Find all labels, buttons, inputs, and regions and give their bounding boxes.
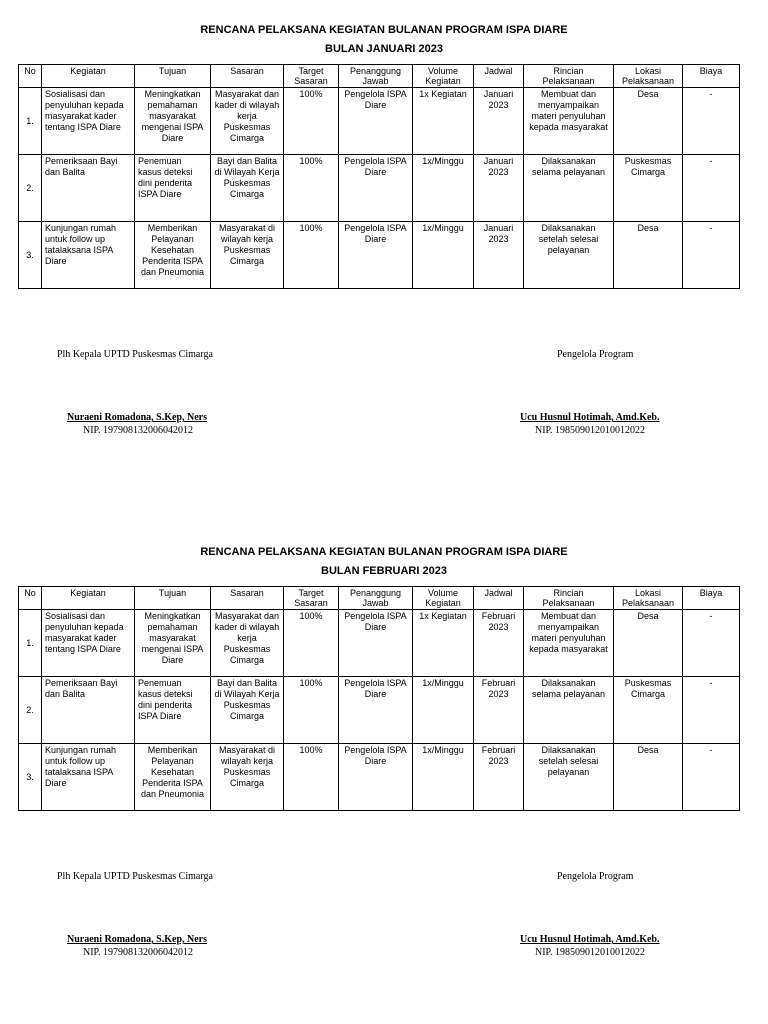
cell-biaya: - (683, 88, 740, 155)
column-header: Kegiatan (42, 65, 135, 88)
cell-biaya: - (683, 222, 740, 289)
column-header: Volume Kegiatan (413, 587, 474, 610)
cell-no: 1. (19, 88, 42, 155)
cell-penanggung-jawab: Pengelola ISPA Diare (339, 222, 413, 289)
table-row (19, 155, 740, 222)
cell-target: 100% (284, 744, 339, 811)
cell-jadwal: Februari 2023 (474, 677, 524, 744)
cell-penanggung-jawab: Pengelola ISPA Diare (339, 610, 413, 677)
cell-tujuan: Memberikan Pelayanan Kesehatan Penderita ISPA dan Pneumonia (135, 744, 211, 811)
cell-target: 100% (284, 677, 339, 744)
cell-volume: 1x/Minggu (413, 222, 474, 289)
cell-no: 1. (19, 610, 42, 677)
cell-tujuan: Meningkatkan pemahaman masyarakat mengenai ISPA Diare (135, 610, 211, 677)
column-header: Biaya (683, 587, 740, 610)
cell-target: 100% (284, 222, 339, 289)
table-header-row (19, 65, 740, 88)
column-header: Kegiatan (42, 587, 135, 610)
cell-kegiatan: Sosialisasi dan penyuluhan kepada masyarakat kader tentang ISPA Diare (42, 88, 135, 155)
cell-sasaran: Masyarakat dan kader di wilayah kerja Puskesmas Cimarga (211, 88, 284, 155)
column-header: Target Sasaran (284, 587, 339, 610)
column-header: Jadwal (474, 65, 524, 88)
cell-kegiatan: Sosialisasi dan penyuluhan kepada masyarakat kader tentang ISPA Diare (42, 610, 135, 677)
signature-left-name: Nuraeni Romadona, S.Kep, Ners (67, 934, 208, 945)
cell-tujuan: Penemuan kasus deteksi dini penderita ISPA Diare (135, 677, 211, 744)
cell-kegiatan: Kunjungan rumah untuk follow up tatalaksana ISPA Diare (42, 744, 135, 811)
table-header-row (19, 587, 740, 610)
activity-table (18, 64, 740, 289)
table-row (19, 610, 740, 677)
cell-tujuan: Penemuan kasus deteksi dini penderita ISPA Diare (135, 155, 211, 222)
cell-tujuan: Memberikan Pelayanan Kesehatan Penderita ISPA dan Pneumonia (135, 222, 211, 289)
cell-rincian: Dilaksanakan setelah selesai pelayanan (524, 222, 614, 289)
cell-jadwal: Februari 2023 (474, 744, 524, 811)
column-header: Rincian Pelaksanaan (524, 65, 614, 88)
cell-jadwal: Januari 2023 (474, 222, 524, 289)
cell-rincian: Membuat dan menyampaikan materi penyuluhan kepada masyarakat (524, 610, 614, 677)
signature-left-role: Plh Kepala UPTD Puskesmas Cimarga (57, 871, 213, 882)
signature-right-role: Pengelola Program (557, 871, 634, 882)
cell-penanggung-jawab: Pengelola ISPA Diare (339, 155, 413, 222)
column-header: Sasaran (211, 65, 284, 88)
cell-target: 100% (284, 88, 339, 155)
cell-kegiatan: Pemeriksaan Bayi dan Balita (42, 677, 135, 744)
cell-penanggung-jawab: Pengelola ISPA Diare (339, 88, 413, 155)
month-title: BULAN FEBRUARI 2023 (321, 565, 447, 577)
table-row (19, 222, 740, 289)
activity-table (18, 586, 740, 811)
cell-no: 3. (19, 744, 42, 811)
signature-right-name: Ucu Husnul Hotimah, Amd.Keb. (520, 412, 660, 423)
cell-volume: 1x Kegiatan (413, 88, 474, 155)
cell-lokasi: Desa (614, 610, 683, 677)
cell-lokasi: Desa (614, 744, 683, 811)
signature-left-name: Nuraeni Romadona, S.Kep, Ners (67, 412, 208, 423)
signature-left-nip: NIP. 197908132006042012 (83, 947, 194, 958)
cell-lokasi: Desa (614, 222, 683, 289)
cell-target: 100% (284, 155, 339, 222)
column-header: Target Sasaran (284, 65, 339, 88)
column-header: Tujuan (135, 587, 211, 610)
table-row (19, 677, 740, 744)
cell-sasaran: Masyarakat di wilayah kerja Puskesmas Cimarga (211, 744, 284, 811)
column-header: No (19, 65, 42, 88)
column-header: Tujuan (135, 65, 211, 88)
signature-right-nip: NIP. 198509012010012022 (535, 947, 646, 958)
document-title: RENCANA PELAKSANA KEGIATAN BULANAN PROGRAM ISPA DIARE (200, 546, 568, 558)
column-header: No (19, 587, 42, 610)
cell-kegiatan: Pemeriksaan Bayi dan Balita (42, 155, 135, 222)
signature-right-name: Ucu Husnul Hotimah, Amd.Keb. (520, 934, 660, 945)
column-header: Volume Kegiatan (413, 65, 474, 88)
cell-jadwal: Januari 2023 (474, 88, 524, 155)
column-header: Biaya (683, 65, 740, 88)
cell-volume: 1x Kegiatan (413, 610, 474, 677)
cell-rincian: Membuat dan menyampaikan materi penyuluhan kepada masyarakat (524, 88, 614, 155)
table-row (19, 744, 740, 811)
cell-kegiatan: Kunjungan rumah untuk follow up tatalaksana ISPA Diare (42, 222, 135, 289)
cell-no: 2. (19, 677, 42, 744)
cell-biaya: - (683, 744, 740, 811)
cell-sasaran: Masyarakat di wilayah kerja Puskesmas Cimarga (211, 222, 284, 289)
cell-biaya: - (683, 677, 740, 744)
cell-target: 100% (284, 610, 339, 677)
cell-tujuan: Meningkatkan pemahaman masyarakat mengenai ISPA Diare (135, 88, 211, 155)
column-header: Penanggung Jawab (339, 65, 413, 88)
column-header: Rincian Pelaksanaan (524, 587, 614, 610)
cell-rincian: Dilaksanakan setelah selesai pelayanan (524, 744, 614, 811)
cell-lokasi: Puskesmas Cimarga (614, 155, 683, 222)
column-header: Sasaran (211, 587, 284, 610)
signature-right-nip: NIP. 198509012010012022 (535, 425, 646, 436)
cell-biaya: - (683, 155, 740, 222)
cell-volume: 1x/Minggu (413, 677, 474, 744)
cell-no: 2. (19, 155, 42, 222)
cell-rincian: Dilaksanakan selama pelayanan (524, 155, 614, 222)
cell-volume: 1x/Minggu (413, 744, 474, 811)
column-header: Lokasi Pelaksanaan (614, 65, 683, 88)
cell-lokasi: Puskesmas Cimarga (614, 677, 683, 744)
signature-left-nip: NIP. 197908132006042012 (83, 425, 194, 436)
cell-rincian: Dilaksanakan selama pelayanan (524, 677, 614, 744)
table-row (19, 88, 740, 155)
signature-left-role: Plh Kepala UPTD Puskesmas Cimarga (57, 349, 213, 360)
column-header: Jadwal (474, 587, 524, 610)
cell-lokasi: Desa (614, 88, 683, 155)
cell-no: 3. (19, 222, 42, 289)
cell-penanggung-jawab: Pengelola ISPA Diare (339, 677, 413, 744)
signature-right-role: Pengelola Program (557, 349, 634, 360)
column-header: Lokasi Pelaksanaan (614, 587, 683, 610)
cell-penanggung-jawab: Pengelola ISPA Diare (339, 744, 413, 811)
column-header: Penanggung Jawab (339, 587, 413, 610)
cell-jadwal: Februari 2023 (474, 610, 524, 677)
cell-biaya: - (683, 610, 740, 677)
cell-volume: 1x/Minggu (413, 155, 474, 222)
cell-sasaran: Bayi dan Balita di Wilayah Kerja Puskesmas Cimarga (211, 155, 284, 222)
cell-jadwal: Januari 2023 (474, 155, 524, 222)
month-title: BULAN JANUARI 2023 (325, 43, 443, 55)
cell-sasaran: Bayi dan Balita di Wilayah Kerja Puskesmas Cimarga (211, 677, 284, 744)
cell-sasaran: Masyarakat dan kader di wilayah kerja Puskesmas Cimarga (211, 610, 284, 677)
document-title: RENCANA PELAKSANA KEGIATAN BULANAN PROGRAM ISPA DIARE (200, 24, 568, 36)
